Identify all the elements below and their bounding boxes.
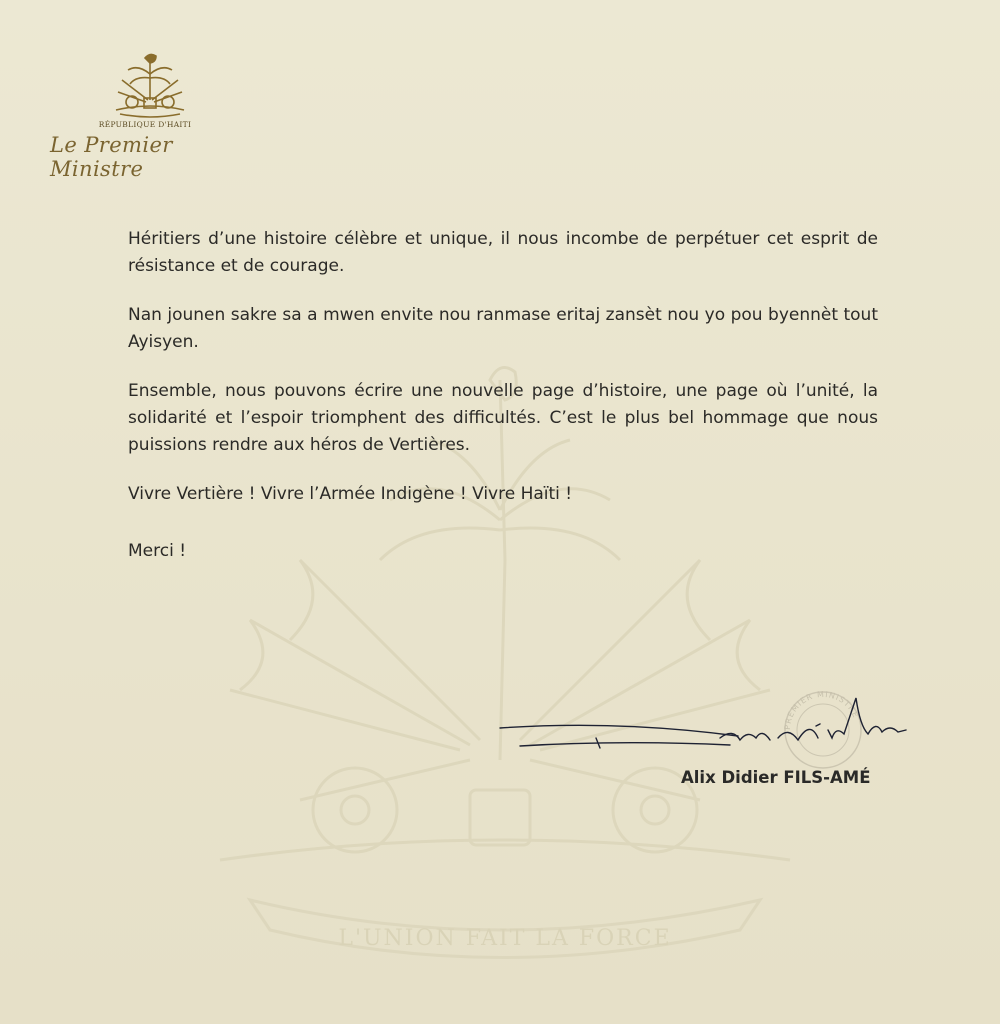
official-stamp [783,690,861,768]
paragraph-creole: Nan jounen sakre sa a mwen envite nou ranmase eritaj zansèt nou yo pou byennèt tout Ayisyen. [128,305,878,352]
svg-text:PREMIER MINISTRE [783,690,861,730]
letterhead [50,50,265,181]
watermark-motto: L'UNION FAIT LA FORCE [338,926,672,951]
paragraph-heritage: Héritiers d’une histoire célèbre et unique, il nous incombe de perpétuer cet esprit de résistance et de courage. [128,229,878,276]
stamp-text: PREMIER MINISTRE [782,690,861,731]
paragraph-thanks: Merci ! [128,541,187,561]
signature-graphic [498,690,918,770]
office-title: Le Premier Ministre [50,133,173,181]
letter-body [128,226,878,595]
haiti-coat-of-arms-icon [110,50,190,120]
signer-name: Alix Didier FILS-AMÉ [681,768,871,787]
signature-block [498,690,918,800]
paragraph-long-live: Vivre Vertière ! Vivre l’Armée Indigène ! Vivre Haïti ! [128,484,573,504]
paragraph-together: Ensemble, nous pouvons écrire une nouvelle page d’histoire, une page où l’unité, la solidarité et l’espoir triomphent des difficultés. C’est le plus bel hommage que nous puissions rendre aux héros de Vertières. [128,381,878,455]
republic-label: RÉPUBLIQUE D'HAITI [98,120,192,129]
